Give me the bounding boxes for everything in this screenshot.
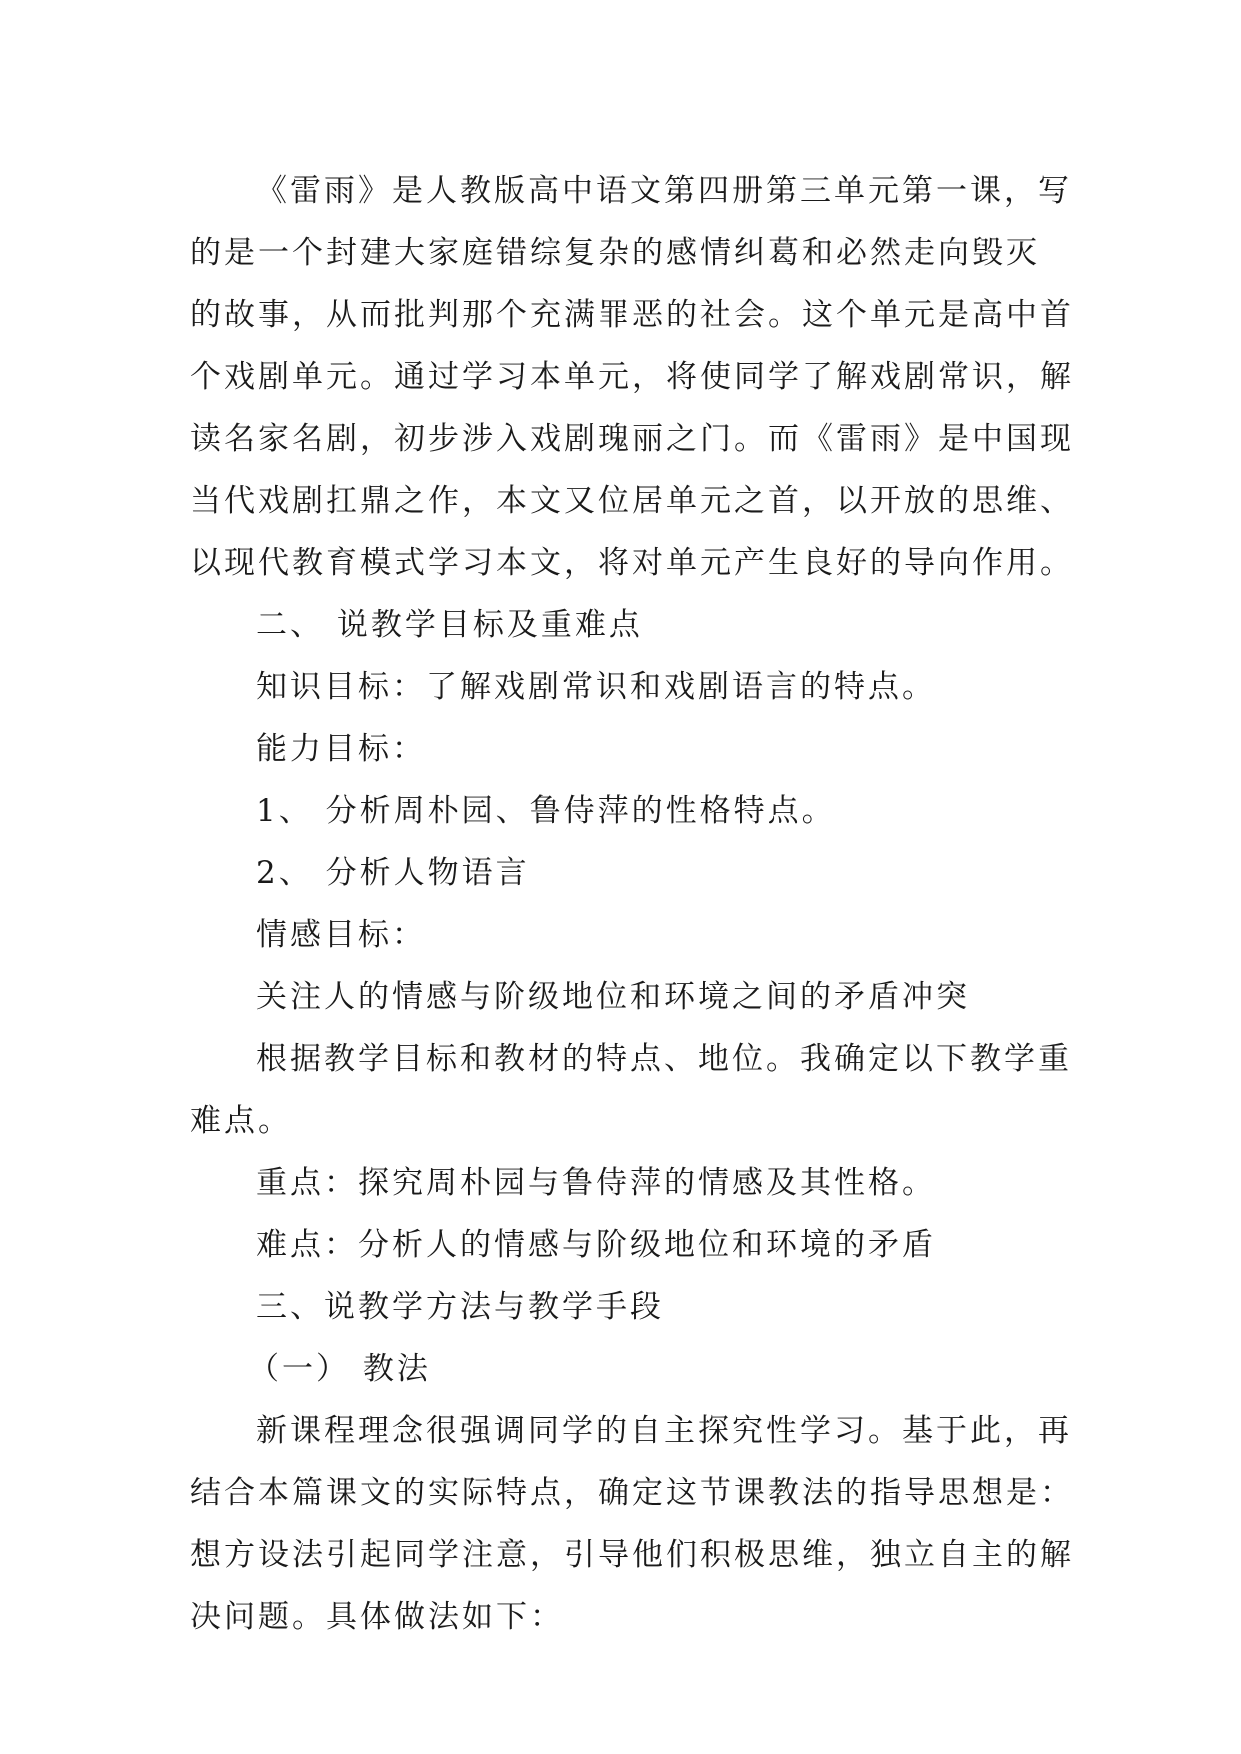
ability-goal-label: 能力目标： — [256, 731, 426, 767]
intro-paragraph — [190, 160, 1074, 594]
emotion-goal-text: 关注人的情感与阶级地位和环境之间的矛盾冲突 — [256, 979, 970, 1015]
teaching-method-paragraph — [190, 1400, 1074, 1648]
knowledge-goal: 知识目标：了解戏剧常识和戏剧语言的特点。 — [256, 669, 936, 705]
section-3-heading: 三、说教学方法与教学手段 — [256, 1289, 664, 1325]
teaching-method-subheading: （一） 教法 — [248, 1351, 431, 1387]
intro-line-1: 《雷雨》是人教版高中语文第四册第三单元第一课，写 — [256, 173, 1072, 209]
basis-paragraph — [190, 1028, 1072, 1152]
document-body — [190, 160, 1074, 1648]
intro-line-6: 当代戏剧扛鼎之作，本文又位居单元之首，以开放的思维、 — [190, 483, 1074, 519]
section-2-heading: 二、 说教学目标及重难点 — [256, 607, 643, 643]
key-point: 重点：探究周朴园与鲁侍萍的情感及其性格。 — [256, 1165, 936, 1201]
ability-item-2: 2、 分析人物语言 — [256, 855, 530, 891]
intro-line-4: 个戏剧单元。通过学习本单元，将使同学了解戏剧常识，解 — [190, 359, 1074, 395]
method-line-3: 想方设法引起同学注意，引导他们积极思维，独立自主的解 — [190, 1537, 1074, 1573]
method-line-4: 决问题。具体做法如下： — [190, 1599, 564, 1635]
method-line-2: 结合本篇课文的实际特点，确定这节课教法的指导思想是： — [190, 1475, 1074, 1511]
intro-line-7: 以现代教育模式学习本文，将对单元产生良好的导向作用。 — [190, 545, 1074, 581]
difficult-point: 难点：分析人的情感与阶级地位和环境的矛盾 — [256, 1227, 936, 1263]
basis-line-2: 难点。 — [190, 1103, 292, 1139]
ability-item-1: 1、 分析周朴园、鲁侍萍的性格特点。 — [256, 793, 836, 829]
intro-line-5: 读名家名剧，初步涉入戏剧瑰丽之门。而《雷雨》是中国现 — [190, 421, 1074, 457]
method-line-1: 新课程理念很强调同学的自主探究性学习。基于此，再 — [256, 1413, 1072, 1449]
intro-line-2: 的是一个封建大家庭错综复杂的感情纠葛和必然走向毁灭 — [190, 235, 1040, 271]
intro-line-3: 的故事，从而批判那个充满罪恶的社会。这个单元是高中首 — [190, 297, 1074, 333]
basis-line-1: 根据教学目标和教材的特点、地位。我确定以下教学重 — [256, 1041, 1072, 1077]
emotion-goal-label: 情感目标： — [256, 917, 426, 953]
